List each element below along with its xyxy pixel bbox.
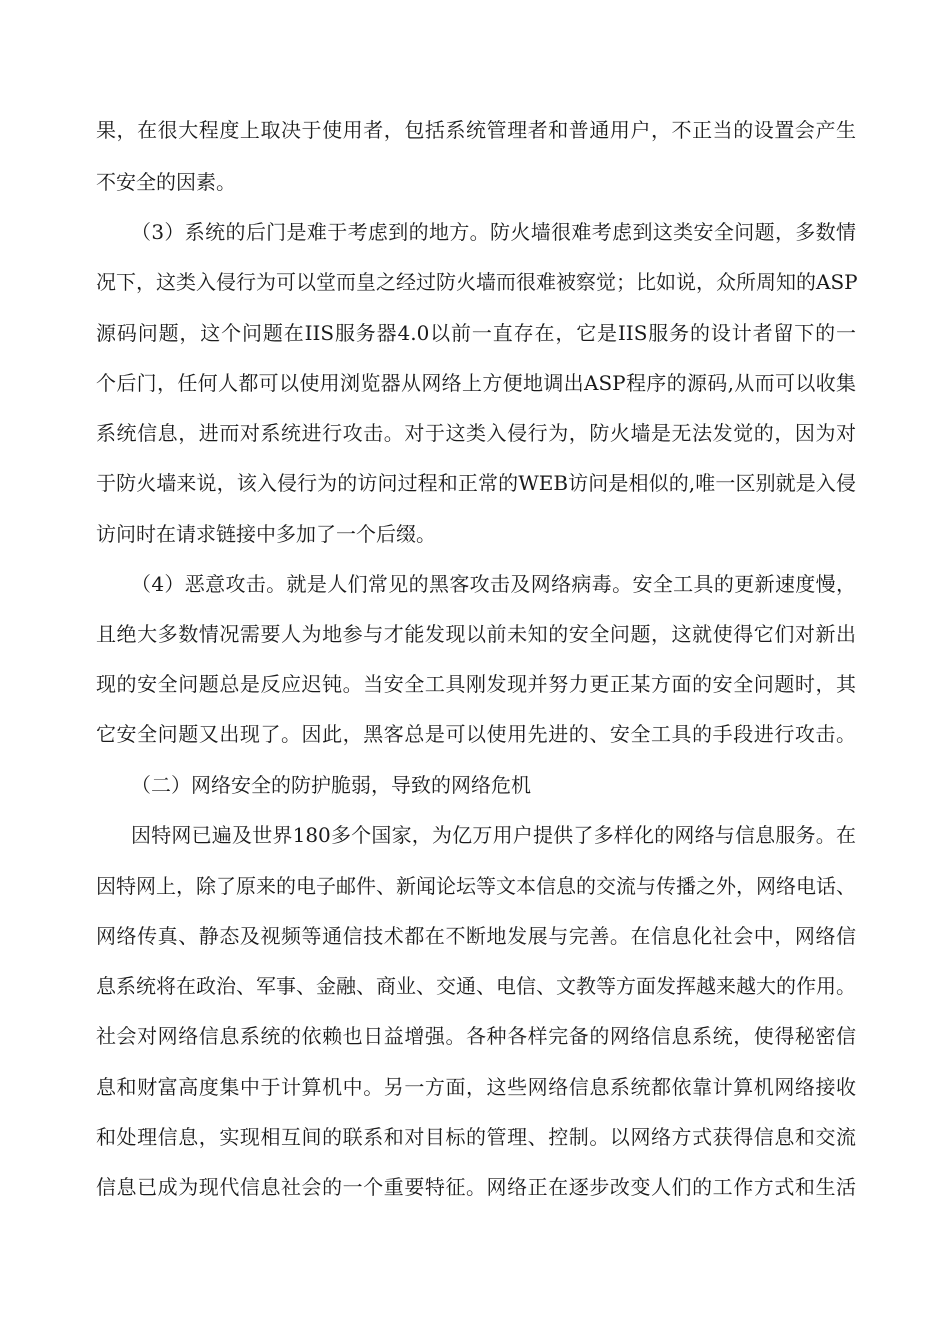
text-line: 果，在很大程度上取决于使用者，包括系统管理者和普通用户，不正当的设置会产生 [96,118,856,142]
text-line: 信息已成为现代信息社会的一个重要特征。网络正在逐步改变人们的工作方式和生活 [96,1175,856,1199]
text-line: 现的安全问题总是反应迟钝。当安全工具刚发现并努力更正某方面的安全问题时，其 [96,672,856,696]
section-heading: （二）网络安全的防护脆弱，导致的网络危机 [131,773,531,797]
text-line: 个后门，任何人都可以使用浏览器从网络上方便地调出ASP程序的源码,从而可以收集 [96,371,856,395]
text-line: 且绝大多数情况需要人为地参与才能发现以前未知的安全问题，这就使得它们对新出 [96,622,856,646]
text-line: 因特网上，除了原来的电子邮件、新闻论坛等文本信息的交流与传播之外，网络电话、 [96,874,856,898]
text-line: 和处理信息，实现相互间的联系和对目标的管理、控制。以网络方式获得信息和交流 [96,1125,856,1149]
text-line: 源码问题，这个问题在IIS服务器4.0以前一直存在，它是IIS服务的设计者留下的一 [96,321,856,345]
text-line: 况下，这类入侵行为可以堂而皇之经过防火墙而很难被察觉；比如说，众所周知的ASP [96,270,858,294]
paragraph-first-line: 因特网已遍及世界180多个国家，为亿万用户提供了多样化的网络与信息服务。在 [131,823,856,847]
text-line: 于防火墙来说，该入侵行为的访问过程和正常的WEB访问是相似的,唯一区别就是入侵 [96,471,856,495]
text-line: 系统信息，进而对系统进行攻击。对于这类入侵行为，防火墙是无法发觉的，因为对 [96,421,856,445]
text-line: 它安全问题又出现了。因此，黑客总是可以使用先进的、安全工具的手段进行攻击。 [96,722,856,746]
paragraph-first-line: （4）恶意攻击。就是人们常见的黑客攻击及网络病毒。安全工具的更新速度慢， [131,572,856,596]
text-line: 息和财富高度集中于计算机中。另一方面，这些网络信息系统都依靠计算机网络接收 [96,1075,856,1099]
text-line: 访问时在请求链接中多加了一个后缀。 [96,522,436,546]
text-line: 息系统将在政治、军事、金融、商业、交通、电信、文教等方面发挥越来越大的作用。 [96,974,856,998]
text-line: 不安全的因素。 [96,170,236,194]
paragraph-first-line: （3）系统的后门是难于考虑到的地方。防火墙很难考虑到这类安全问题，多数情 [131,220,856,244]
text-line: 网络传真、静态及视频等通信技术都在不断地发展与完善。在信息化社会中，网络信 [96,924,856,948]
text-line: 社会对网络信息系统的依赖也日益增强。各种各样完备的网络信息系统，使得秘密信 [96,1024,856,1048]
